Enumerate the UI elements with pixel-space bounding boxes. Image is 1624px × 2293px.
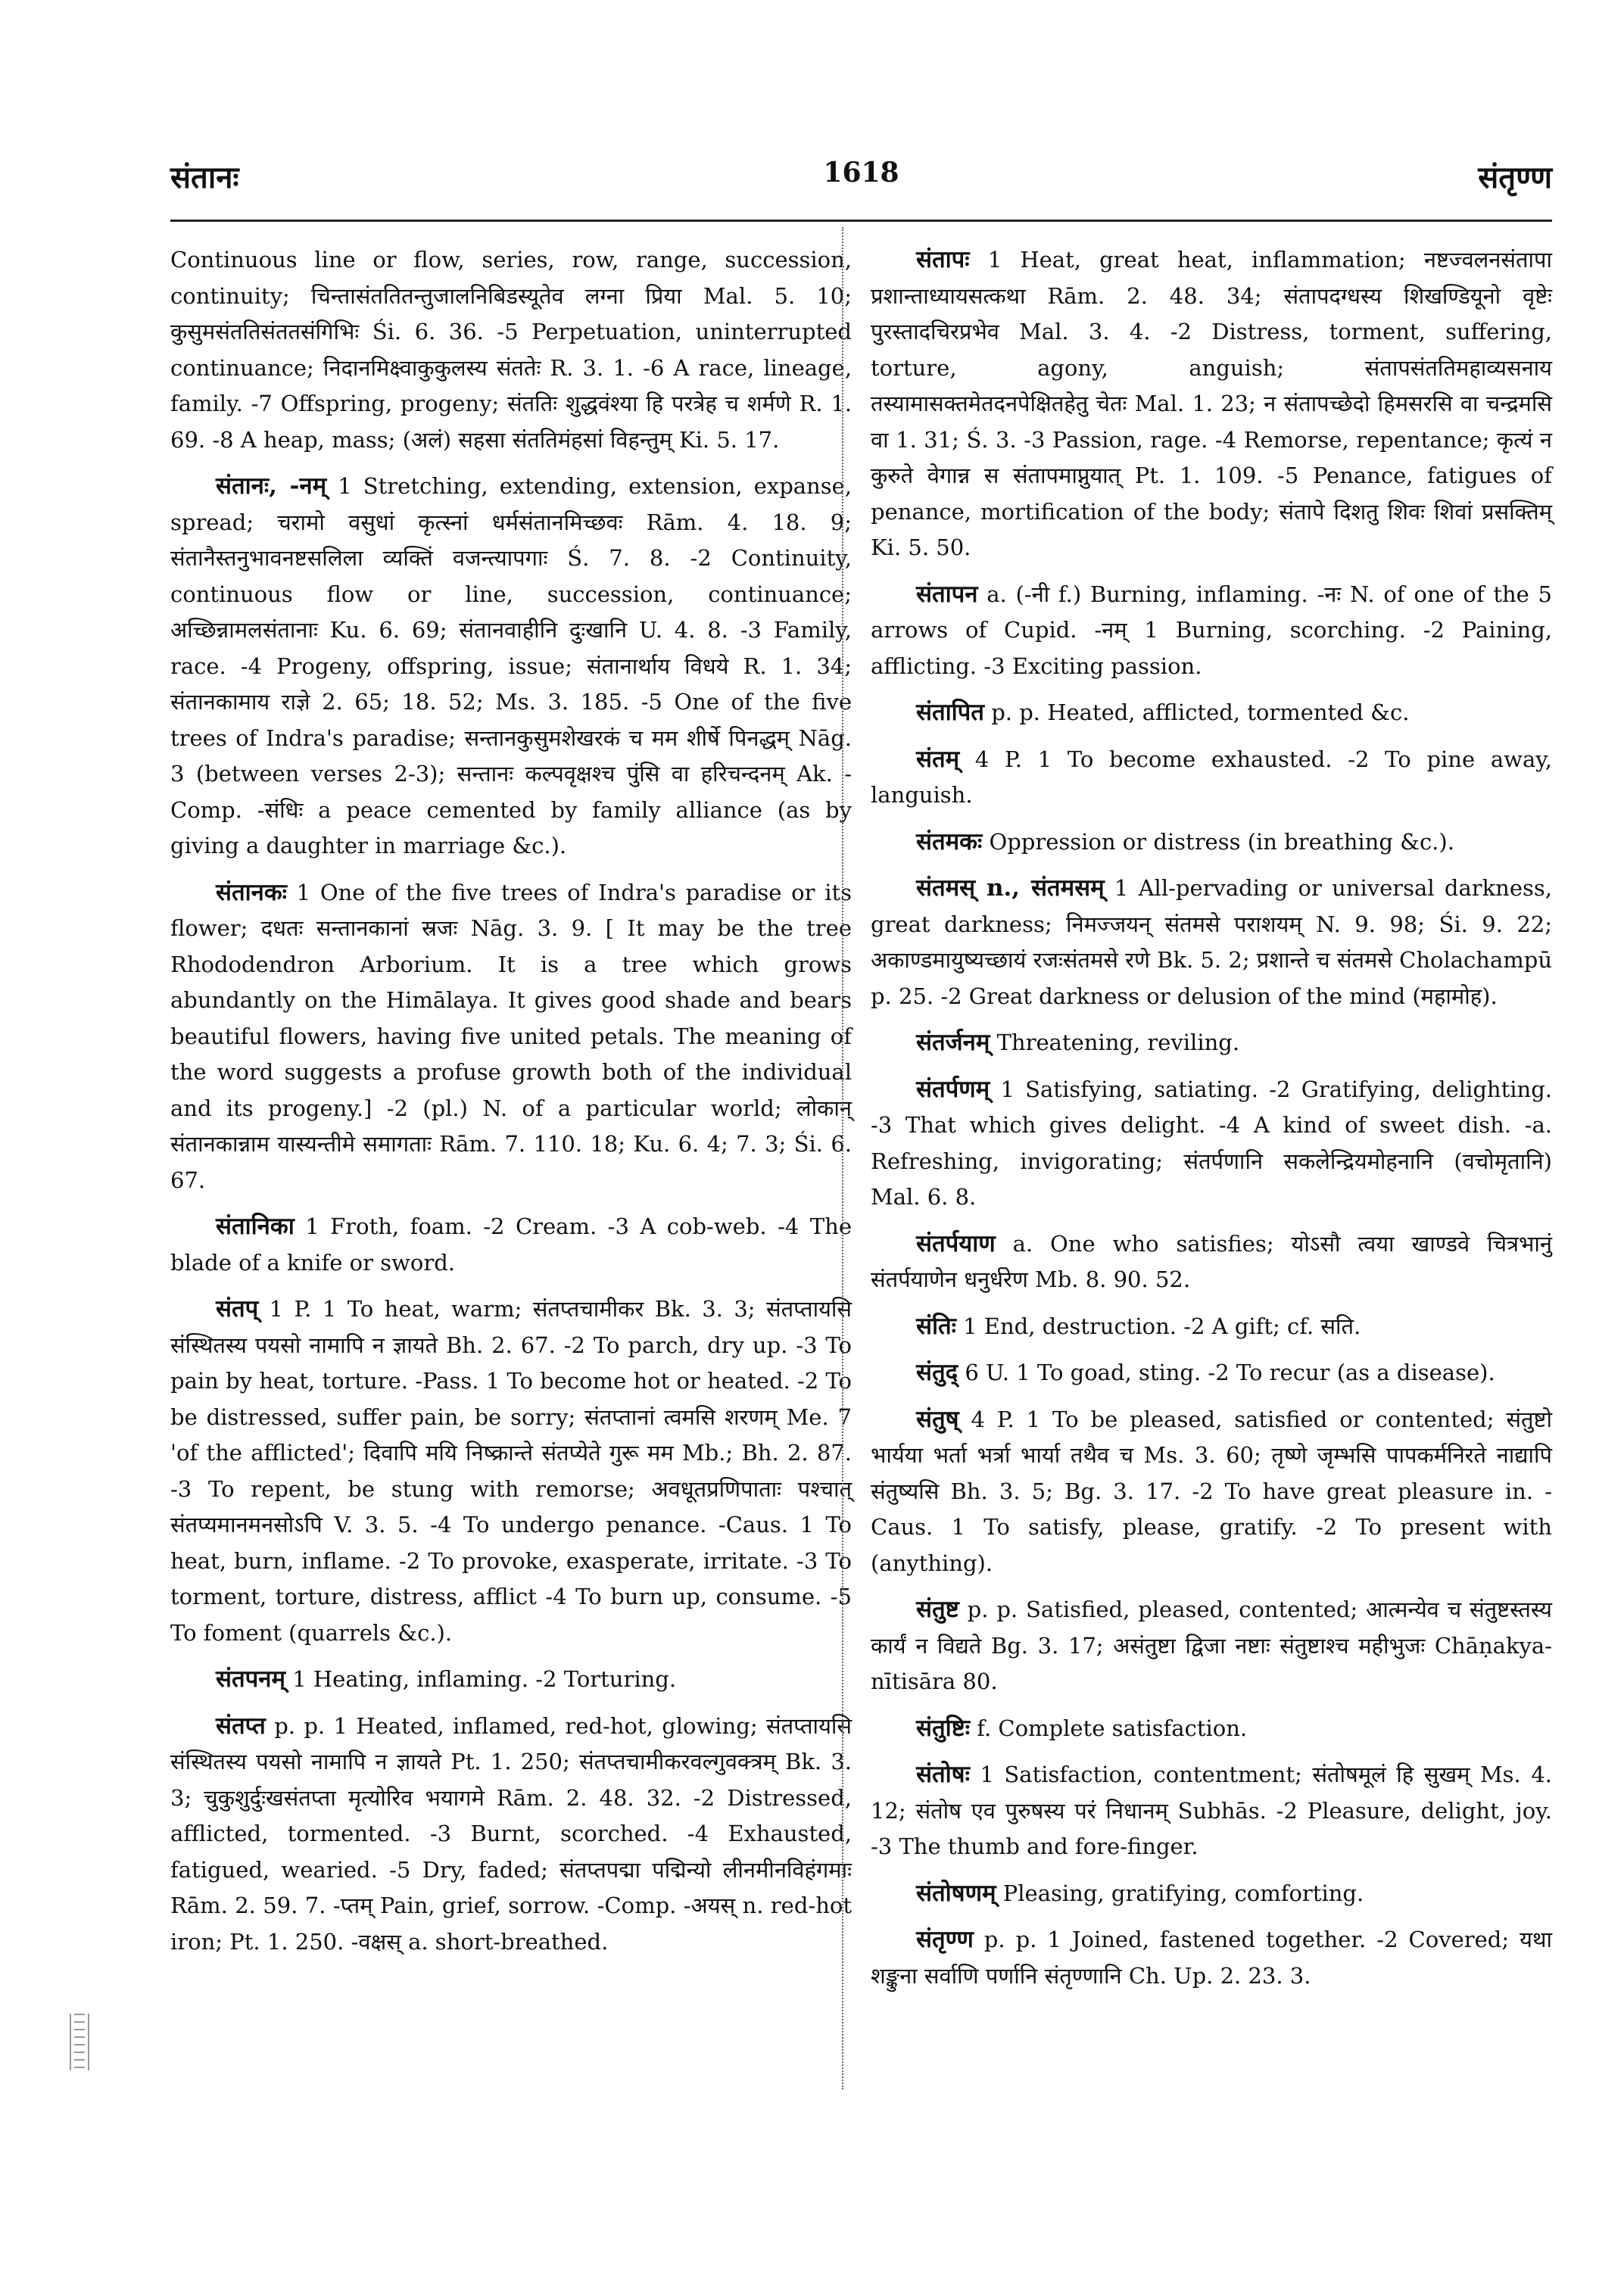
- header-right-guide-word: संतृण्ण: [1478, 160, 1552, 195]
- entry-definition: 1 Satisfying, satiating. -2 Gratifying, delighting. -3 That which gives delight. -4 A kind of sweet dish. -a. Refreshing, invigorating; संतर्पणानि सकलेन्द्रियमोहनानि (वचोमृतानि) Mal. 6. 8.: [871, 1076, 1552, 1210]
- entry-definition: Oppression or distress (in breathing &c.).: [989, 828, 1454, 855]
- dictionary-entry: [871, 1355, 1552, 1391]
- entry-headword: संतानिका: [216, 1213, 295, 1240]
- dictionary-entry: [871, 1876, 1552, 1912]
- entry-headword: संतुष्ट: [916, 1596, 959, 1623]
- header-left-guide-word: संतानः: [170, 160, 239, 195]
- entry-headword: संतापित: [916, 699, 984, 726]
- dictionary-entry: [170, 1209, 852, 1281]
- entry-definition: 1 Heat, great heat, inflammation; नष्टज्वलनसंतापा प्रशान्ताध्यायसत्कथा Rām. 2. 48. 34; संतापदग्धस्य शिखण्डियूनो वृष्टेः पुरस्तादचिरप्रभेव Mal. 3. 4. -2 Distress, torment, suffering, torture, agony, anguish; संतापसंततिमहाव्यसनाय तस्यामासक्तमेतदनपेक्षितहेतु चेतः Mal. 1. 23; न संतापच्छेदो हिमसरसि वा चन्द्रमसि वा 1. 31; Ś. 3. -3 Passion, rage. -4 Remorse, repentance; कृत्यं न कुरुते वेगान्न स संतापमाप्नुयात् Pt. 1. 109. -5 Penance, fatigues of penance, mortification of the body; संतापे दिशतु शिवः शिवां प्रसक्तिम् Ki. 5. 50.: [871, 247, 1552, 560]
- entry-definition: p. p. 1 Joined, fastened together. -2 Covered; यथा शङ्कुना सर्वाणि पर्णानि संतृण्णानि Ch. Up. 2. 23. 3.: [871, 1927, 1553, 1989]
- dictionary-entry: [871, 1072, 1552, 1216]
- entry-headword: संतोषः: [916, 1761, 970, 1788]
- entry-headword: संतिः: [916, 1312, 956, 1340]
- entry-definition: 1 Stretching, extending, extension, expanse, spread; चरामो वसुधां कृत्स्नां धर्मसंतानमिच्छवः Rām. 4. 18. 9; संतानैस्तनुभावनष्टसलिला व्यक्तिं वजन्त्यापगाः Ś. 7. 8. -2 Continuity, continuous flow or line, succession, continuance; अच्छिन्नामलसंतानाः Ku. 6. 69; संतानवाहीनि दुःखानि U. 4. 8. -3 Family, race. -4 Progeny, offspring, issue; संतानार्थाय विधये R. 1. 34; संतानकामाय राज्ञे 2. 65; 18. 52; Ms. 3. 185. -5 One of the five trees of Indra's paradise; सन्तानकुसुमशेखरकं च मम शीर्षे पिनद्धम् Nāg. 3 (between verses 2-3); सन्तानः कल्पवृक्षश्च पुंसि वा हरिचन्दनम् Ak. -Comp. -संधिः a peace cemented by family alliance (as by giving a daughter in marriage &c.).: [170, 473, 852, 858]
- dictionary-entry: [170, 875, 852, 1199]
- dictionary-entry: [170, 1662, 852, 1698]
- entry-definition: Continuous line or flow, series, row, range, succession, continuity; चिन्तासंततितन्तुजालनिबिडस्यूतेव लग्ना प्रिया Mal. 5. 10; कुसुमसंततिसंततसंगिभिः Śi. 6. 36. -5 Perpetuation, uninterrupted continuance; निदानमिक्ष्वाकुकुलस्य संततेः R. 3. 1. -6 A race, lineage, family. -7 Offspring, progeny; संततिः शुद्धवंश्या हि परत्रेह च शर्मणे R. 1. 69. -8 A heap, mass; (अलं) सहसा संततिमंहसां विहन्तुम् Ki. 5. 17.: [170, 247, 852, 453]
- entry-definition: 1 All-pervading or universal darkness, great darkness; निमज्जयन् संतमसे पराशयम् N. 9. 98; Śi. 9. 22; अकाण्डमायुष्यच्छायं रजःसंतमसे रणे Bk. 5. 2; प्रशान्ते च संतमसे Cholachampū p. 25. -2 Great darkness or delusion of the mind (महामोह).: [871, 875, 1552, 1009]
- entry-headword: संतुष्टिः: [916, 1714, 971, 1742]
- entry-headword: संतानः, -नम्: [216, 472, 327, 500]
- entry-definition: p. p. 1 Heated, inflamed, red-hot, glowing; संतप्तायसि संस्थितस्य पयसो नामापि न ज्ञायते Pt. 1. 250; संतप्तचामीकरवल्गुवक्त्रम् Bk. 3. 3; चुकुशुर्दुःखसंतप्ता मृत्योरिव भयागमे Rām. 2. 48. 32. -2 Distressed, afflicted, tormented. -3 Burnt, scorched. -4 Exhausted, fatigued, wearied. -5 Dry, faded; संतप्तपद्मा पद्मिन्यो लीनमीनविहंगमाः Rām. 2. 59. 7. -प्तम् Pain, grief, sorrow. -Comp. -अयस् n. red-hot iron; Pt. 1. 250. -वक्षस् a. short-breathed.: [170, 1712, 853, 1955]
- entry-headword: संतप्: [216, 1295, 259, 1323]
- dictionary-entry: [871, 1922, 1552, 1994]
- entry-headword: संतम्: [916, 745, 960, 773]
- entry-headword: संतपनम्: [216, 1665, 285, 1693]
- entry-definition: 1 End, destruction. -2 A gift; cf. सति.: [963, 1313, 1361, 1339]
- dictionary-entry: [871, 742, 1552, 814]
- entry-definition: 6 U. 1 To goad, sting. -2 To recur (as a disease).: [965, 1360, 1495, 1385]
- dictionary-entry: [170, 1709, 852, 1961]
- entry-definition: 4 P. 1 To become exhausted. -2 To pine away, languish.: [871, 746, 1552, 808]
- dictionary-entry: [871, 695, 1552, 731]
- dictionary-entry: [871, 1592, 1552, 1700]
- dictionary-entry: [871, 1309, 1552, 1345]
- entry-definition: 1 Froth, foam. -2 Cream. -3 A cob-web. -4 The blade of a knife or sword.: [170, 1213, 852, 1276]
- entry-headword: संतुद्: [916, 1359, 959, 1386]
- dictionary-entry: [871, 577, 1552, 685]
- left-column: [170, 242, 852, 1971]
- entry-headword: संतृण्ण: [916, 1926, 974, 1953]
- header-rule: [170, 220, 1552, 222]
- dictionary-entry: [871, 242, 1552, 566]
- dictionary-entry: [871, 1711, 1552, 1747]
- entry-definition: 1 Satisfaction, contentment; संतोषमूलं हि सुखम् Ms. 4. 12; संतोष एव पुरुषस्य परं निधानम् Subhās. -2 Pleasure, delight, joy. -3 The thumb and fore-finger.: [871, 1762, 1552, 1859]
- entry-headword: संतुष्: [916, 1405, 959, 1433]
- entry-definition: 4 P. 1 To be pleased, satisfied or contented; संतुष्टो भार्यया भर्ता भर्त्रा भार्या तथैव च Ms. 3. 60; तृष्णे जृम्भसि पापकर्मनिरते नाद्यापि संतुष्यसि Bh. 3. 5; Bg. 3. 17. -2 To have great pleasure in. -Caus. 1 To satisfy, please, gratify. -2 To present with (anything).: [871, 1406, 1553, 1576]
- right-column: [871, 242, 1552, 2005]
- entry-headword: संतर्पणम्: [916, 1075, 990, 1103]
- entry-definition: p. p. Satisfied, pleased, contented; आत्मन्येव च संतुष्टस्तस्य कार्यं न विद्यते Bg. 3. 17; असंतुष्टा द्विजा नष्टाः संतुष्टाश्च महीभुजः Chāṇakya-nītisāra 80.: [871, 1597, 1553, 1694]
- entry-headword: संतर्पयाण: [916, 1229, 996, 1257]
- dictionary-entry: [871, 1757, 1552, 1865]
- entry-headword: संतमस् n., संतमसम्: [916, 874, 1105, 902]
- dictionary-entry: [871, 1226, 1552, 1298]
- entry-definition: Pleasing, gratifying, comforting.: [1002, 1880, 1364, 1906]
- entry-definition: 1 One of the five trees of Indra's paradise or its flower; दधतः सन्तानकानां स्रजः Nāg. 3. 9. [ It may be the tree Rhododendron Arborium. It is a tree which grows abundantly on the Himālaya. It gives good shade and bears beautiful flowers, having five united petals. The meaning of the word suggests a profuse growth both of the individual and its progeny.] -2 (pl.) N. of a particular world; लोकान् संतानकान्नाम यास्यन्तीमे समागताः Rām. 7. 110. 18; Ku. 6. 4; 7. 3; Śi. 6. 67.: [170, 879, 853, 1193]
- page-number: 1618: [823, 157, 899, 188]
- dictionary-entry: [871, 1025, 1552, 1061]
- entry-definition: a. (-नी f.) Burning, inflaming. -नः N. of one of the 5 arrows of Cupid. -नम् 1 Burning, scorching. -2 Paining, afflicting. -3 Exciting passion.: [871, 581, 1553, 679]
- dictionary-entry: [170, 242, 852, 458]
- entry-definition: Threatening, reviling.: [996, 1030, 1240, 1055]
- entry-headword: संतोषणम्: [916, 1879, 996, 1907]
- dictionary-entry: [871, 871, 1552, 1014]
- entry-headword: संतापः: [916, 246, 970, 273]
- entry-definition: f. Complete satisfaction.: [977, 1715, 1248, 1741]
- entry-definition: 1 Heating, inflaming. -2 Torturing.: [292, 1666, 677, 1692]
- column-divider: [842, 227, 843, 2089]
- entry-definition: 1 P. 1 To heat, warm; संतप्तचामीकर Bk. 3. 3; संतप्तायसि संस्थितस्य पयसो नामापि न ज्ञायते Bh. 2. 67. -2 To parch, dry up. -3 To pain by heat, torture. -Pass. 1 To become hot or heated. -2 To be distressed, suffer pain, be sorry; संतप्तानां त्वमसि शरणम् Me. 7 'of the afflicted'; दिवापि मयि निष्क्रान्ते संतप्येते गुरू मम Mb.; Bh. 2. 87. -3 To repent, be stung with remorse; अवधूतप्रणिपाताः पश्चात् संतप्यमानमनसोऽपि V. 3. 5. -4 To undergo penance. -Caus. 1 To heat, burn, inflame. -2 To provoke, exasperate, irritate. -3 To torment, torture, distress, afflict -4 To burn up, consume. -5 To foment (quarrels &c.).: [170, 1296, 853, 1646]
- dictionary-entry: [170, 469, 852, 865]
- entry-headword: संतमकः: [916, 827, 983, 855]
- entry-headword: संतापन: [916, 580, 978, 608]
- entry-definition: a. One who satisfies; योऽसौ त्वया खाण्डवे चित्रभानुं संतर्पयाणेन धनुर्धरेण Mb. 8. 90. 52.: [871, 1230, 1552, 1292]
- entry-headword: संतानकः: [216, 878, 287, 906]
- dictionary-entry: [170, 1291, 852, 1651]
- entry-definition: p. p. Heated, afflicted, tormented &c.: [991, 699, 1410, 725]
- page-header: [170, 155, 1552, 201]
- entry-headword: संतप्त: [216, 1712, 266, 1740]
- entry-headword: संतर्जनम्: [916, 1029, 990, 1056]
- dictionary-entry: [871, 824, 1552, 861]
- margin-mark: [70, 2014, 89, 2070]
- dictionary-entry: [871, 1402, 1552, 1582]
